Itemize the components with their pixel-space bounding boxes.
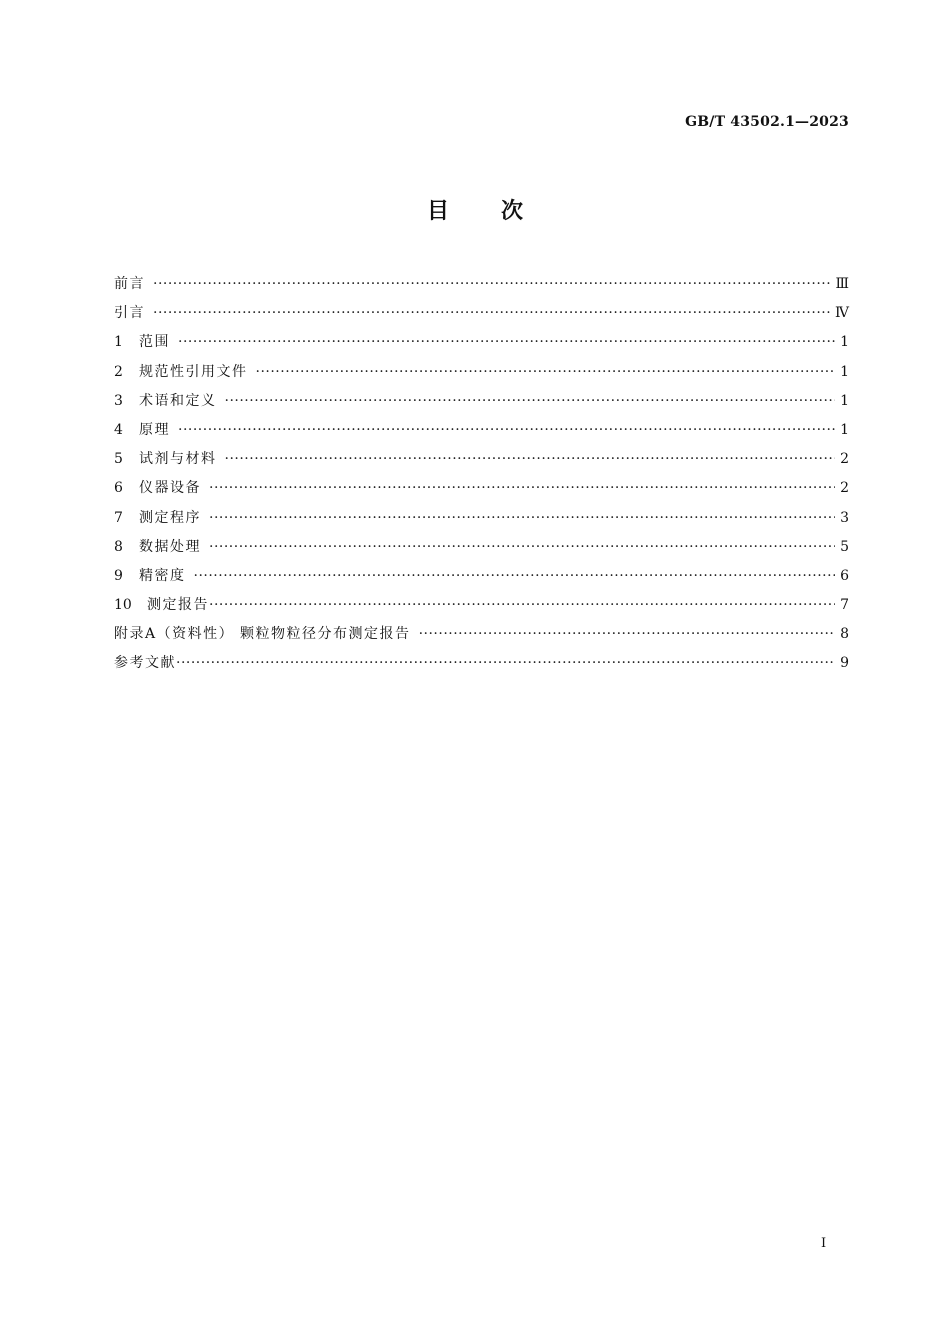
toc-entry-number: 10 xyxy=(114,597,132,614)
toc-entry-number: 2 xyxy=(114,363,123,380)
toc-entry-page: 3 xyxy=(840,509,849,526)
toc-entry-page: 9 xyxy=(840,655,849,672)
toc-entry-5[interactable] xyxy=(114,445,849,474)
toc-dot-leader xyxy=(153,299,831,328)
toc-entry-label: 试剂与材料 xyxy=(139,451,217,468)
toc-entry-label: 附录A（资料性） 颗粒物粒径分布测定报告 xyxy=(114,626,411,643)
toc-dot-leader xyxy=(225,387,836,416)
toc-dot-leader xyxy=(209,591,835,620)
toc-entry-label: 参考文献 xyxy=(114,655,176,672)
toc-entry-number: 8 xyxy=(114,538,123,555)
toc-entry-label: 规范性引用文件 xyxy=(139,363,248,380)
toc-entry-label: 原理 xyxy=(139,421,170,438)
toc-entry-label: 引言 xyxy=(114,305,145,322)
toc-entry-label: 测定报告 xyxy=(147,597,209,614)
toc-entry-page: 1 xyxy=(840,392,849,409)
toc-entry-page: 1 xyxy=(840,363,849,380)
toc-entry-9[interactable] xyxy=(114,562,849,591)
toc-entry-number: 4 xyxy=(114,421,123,438)
toc-dot-leader xyxy=(178,416,835,445)
toc-entry-page: 5 xyxy=(840,538,849,555)
toc-entry-page: 6 xyxy=(840,567,849,584)
toc-entry-bibliography[interactable] xyxy=(114,649,849,678)
toc-entry-number: 9 xyxy=(114,567,123,584)
toc-entry-introduction[interactable] xyxy=(114,299,849,328)
toc-entry-page: 2 xyxy=(840,480,849,497)
toc-entry-label: 数据处理 xyxy=(139,538,201,555)
toc-dot-leader xyxy=(209,533,835,562)
toc-dot-leader xyxy=(256,358,836,387)
toc-entry-foreword[interactable] xyxy=(114,270,849,299)
toc-entry-page: Ⅲ xyxy=(835,276,849,292)
toc-entry-page: 7 xyxy=(840,597,849,614)
toc-entry-number: 5 xyxy=(114,451,123,468)
toc-entry-number: 3 xyxy=(114,392,123,409)
table-of-contents xyxy=(114,270,849,679)
toc-entry-label: 测定程序 xyxy=(139,509,201,526)
toc-dot-leader xyxy=(209,504,835,533)
toc-entry-6[interactable] xyxy=(114,474,849,503)
toc-entry-number: 1 xyxy=(114,334,123,351)
toc-dot-leader xyxy=(178,328,835,357)
toc-entry-8[interactable] xyxy=(114,533,849,562)
toc-dot-leader xyxy=(225,445,836,474)
toc-entry-label: 范围 xyxy=(139,334,170,351)
toc-entry-4[interactable] xyxy=(114,416,849,445)
toc-entry-page: 1 xyxy=(840,421,849,438)
toc-entry-page: Ⅳ xyxy=(835,305,849,322)
toc-entry-label: 术语和定义 xyxy=(139,392,217,409)
toc-entry-label: 前言 xyxy=(114,276,145,292)
toc-dot-leader xyxy=(419,620,835,649)
toc-entry-3[interactable] xyxy=(114,387,849,416)
toc-entry-1[interactable] xyxy=(114,328,849,357)
toc-entry-number: 6 xyxy=(114,480,123,497)
standard-number: GB/T 43502.1—2023 xyxy=(685,114,849,130)
toc-dot-leader xyxy=(153,270,831,299)
toc-dot-leader xyxy=(209,474,835,503)
toc-dot-leader xyxy=(176,649,835,678)
toc-entry-page: 2 xyxy=(840,451,849,468)
toc-entry-2[interactable] xyxy=(114,358,849,387)
toc-entry-annex-a[interactable] xyxy=(114,620,849,649)
page-number: I xyxy=(821,1236,827,1251)
toc-entry-number: 7 xyxy=(114,509,123,526)
toc-entry-10[interactable] xyxy=(114,591,849,620)
toc-entry-page: 8 xyxy=(840,626,849,643)
toc-entry-page: 1 xyxy=(840,334,849,351)
toc-entry-7[interactable] xyxy=(114,504,849,533)
toc-title: 目次 xyxy=(426,199,575,224)
toc-dot-leader xyxy=(194,562,836,591)
toc-entry-label: 仪器设备 xyxy=(139,480,201,497)
toc-entry-label: 精密度 xyxy=(139,567,186,584)
